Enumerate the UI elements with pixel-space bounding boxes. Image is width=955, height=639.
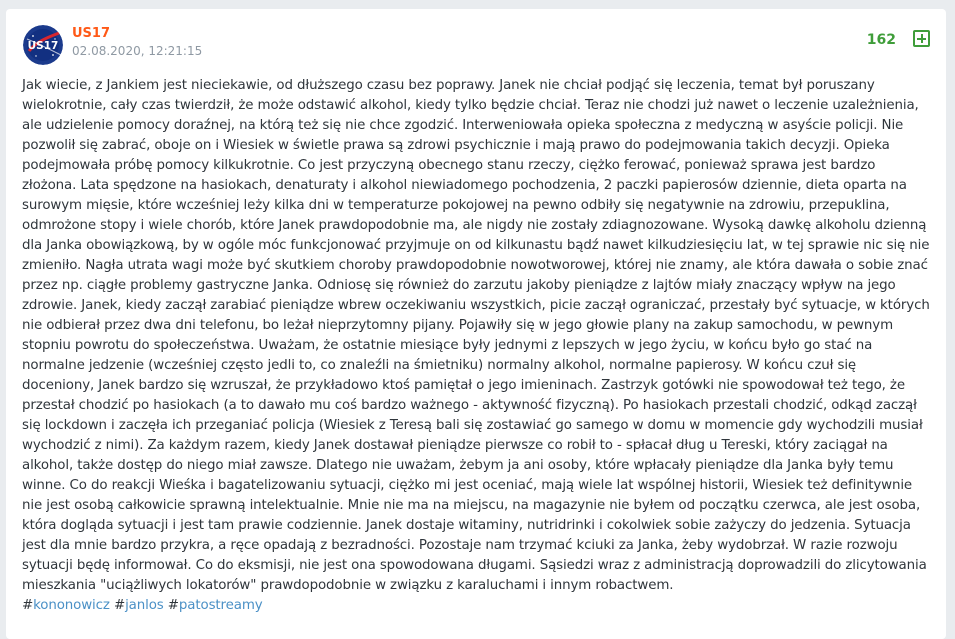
- entry-timestamp: 02.08.2020, 12:21:15: [72, 44, 203, 58]
- author-name[interactable]: US17: [72, 26, 111, 41]
- entry-body: [22, 76, 932, 616]
- tag-link[interactable]: patostreamy: [178, 598, 263, 613]
- us17-logo-icon: [23, 25, 63, 65]
- vote-count: 162: [866, 32, 896, 48]
- tag-link[interactable]: janlos: [125, 598, 164, 613]
- tag-link[interactable]: kononowicz: [33, 598, 110, 613]
- avatar-text: US17: [27, 40, 59, 52]
- upvote-button[interactable]: [913, 30, 930, 47]
- tag-list: #kononowicz #janlos #patostreamy: [22, 598, 263, 613]
- entry-card: [6, 9, 946, 639]
- entry-text: Jak wiecie, z Jankiem jest nieciekawie, od dłuższego czasu bez poprawy. Janek nie chciał podjąć się leczenia, temat był poruszany wielokrotnie, cały czas twierdził, że może odstawić alkohol, kiedy tylko będzie chciał. Teraz nie chodzi już nawet o leczenie uzależnienia, ale udzielenie pomocy doraźnej, na którą też się nie chce zgodzić. Interweniowała opieka społeczna z medyczną w asyście policji. Nie pozwolił się zabrać, oboje on i Wiesiek w świetle prawa są zdrowi psychicznie i mają prawo do podejmowania takich decyzji. Opieka podejmowała próbę pomocy kilkukrotnie. Co jest przyczyną obecnego stanu rzeczy, ciężko ferować, ponieważ sprawa jest bardzo złożona. Lata spędzone na hasiokach, denaturaty i alkohol niewiadomego pochodzenia, 2 paczki papierosów dziennie, dieta oparta na surowym mięsie, które wcześniej leży kilka dni w temperaturze pokojowej na pewno odbiły się negatywnie na zdrowiu, przepuklina, odmrożone stopy i wiele chorób, które Janek prawdopodobnie ma, ale nigdy nie zostały zdiagnozowane. Wysoką dawkę alkoholu dzienną dla Janka obowiązkową, by w ogóle móc funkcjonować przyjmuje on od kilkunastu bądź nawet kilkudziesięciu lat, w tej sprawie nic się nie zmieniło. Nagła utrata wagi może być skutkiem choroby prawdopodobnie nowotworowej, której nie znamy, ale która dawała o sobie znać przez np. ciągłe problemy gastryczne Janka. Odniosę się również do zarzutu jakoby pieniądze z lajtów miały znaczący wpływ na jego zdrowie. Janek, kiedy zaczął zarabiać pieniądze wbrew oczekiwaniu wszystkich, picie zaczął ograniczać, przestały być sytuacje, w których nie odbierał przez dwa dni telefonu, bo leżał nieprzytomny pijany. Pojawiły się w jego głowie plany na zakup samochodu, w pewnym stopniu powrotu do społeczeństwa. Uważam, że ostatnie miesiące były jednymi z lepszych w jego życiu, w końcu było go stać na normalne jedzenie (wcześniej często jedli to, co znaleźli na śmietniku) normalny alkohol, normalne papierosy. W końcu czuł się doceniony, Janek bardzo się wzruszał, że przykładowo ktoś pamiętał o jego imieninach. Zastrzyk gotówki nie spowodował też tego, że przestał chodzić po hasiokach (a to dawało mu coś bardzo ważnego - aktywność fizyczną). Po hasiokach przestali chodzić, odkąd zaczął się lockdown i zaczęła ich przeganiać policja (Wiesiek z Teresą bali się zostawiać go samego w domu w momencie gdy wychodzili musiał wychodzić z nimi). Za każdym razem, kiedy Janek dostawał pieniądze pierwsze co robił to - spłacał dług u Tereski, który zaciągał na alkohol, także dostęp do niego miał zawsze. Dlatego nie uważam, żebym ja ani osoby, które wpłacały pieniądze dla Janka były temu winne. Co do reakcji Wieśka i bagatelizowaniu sytuacji, ciężko mi jest oceniać, mają wiele lat wspólnej historii, Wiesiek też definitywnie nie jest osobą całkowicie sprawną intelektualnie. Mnie nie ma na miejscu, na magazynie nie byłem od początku czerwca, ale jest osoba, która dogląda sytuacji i jest tam prawie codziennie. Janek dostaje witaminy, nutridrinki i cokolwiek sobie zażyczy do jedzenia. Sytuacja jest dla mnie bardzo przykra, a ręce opadają z bezradności. Pozostaje nam trzymać kciuki za Janka, żeby wydobrzał. W razie rozwoju sytuacji będę informował. Co do eksmisji, nie jest ona spowodowana długami. Sąsiedzi wraz z administracją doprowadzili do zlicytowania mieszkania "uciążliwych lokatorów" prawdopodobnie w związku z karaluchami i innym robactwem.: [22, 78, 930, 593]
- user-avatar[interactable]: [23, 25, 63, 65]
